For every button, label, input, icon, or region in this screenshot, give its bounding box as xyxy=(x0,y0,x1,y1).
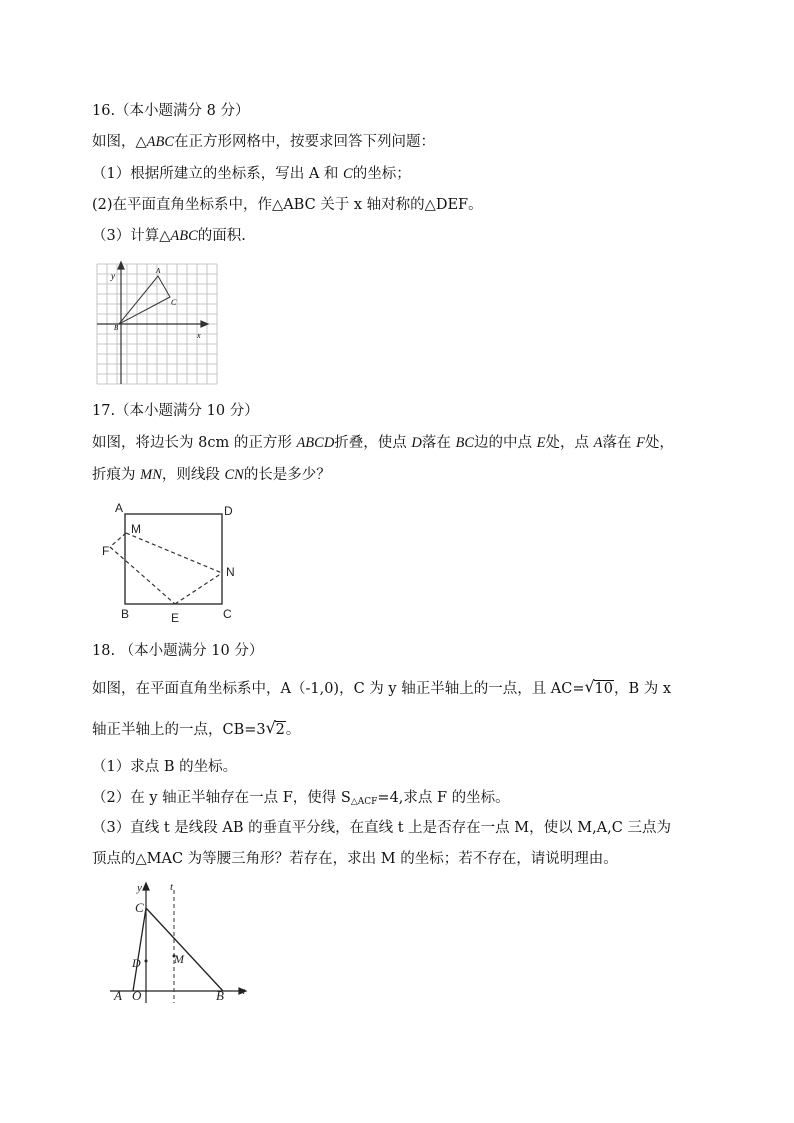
q18-o-label: O xyxy=(132,988,142,1003)
q17-label-f: F xyxy=(102,544,110,558)
segment-ac xyxy=(133,908,146,991)
sqrt-2: √ 2 xyxy=(265,718,285,738)
segment-fe xyxy=(110,547,175,604)
q16-point-c: C xyxy=(171,298,177,307)
q18-m-label: M xyxy=(174,952,184,966)
q18-part3-line1: （3）直线 t 是线段 AB 的垂直平分线，在直线 t 上是否存在一点 M，使以 M,A,C 三点为 xyxy=(92,820,671,836)
y-axis-arrow xyxy=(143,883,149,890)
sqrt-10: √ 10 xyxy=(584,677,613,697)
q16-title: 16.（本小题满分 8 分） xyxy=(92,103,250,119)
q18-part3-line2: 顶点的△MAC 为等腰三角形？若存在，求出 M 的坐标；若不存在，请说明理由。 xyxy=(92,851,618,867)
segment-cb xyxy=(146,908,223,991)
q17-label-a: A xyxy=(115,501,124,515)
q18-d-label: D xyxy=(132,956,141,970)
q17-label-c: C xyxy=(223,607,232,621)
point-d xyxy=(145,960,148,963)
q18-coordinate-figure xyxy=(108,878,258,1008)
q16-x-label: x xyxy=(197,331,201,340)
q18-line2: 轴正半轴上的一点，CB=3 √ 2。 xyxy=(92,718,301,738)
q16-part2: (2)在平面直角坐标系中，作△ABC 关于 x 轴对称的△DEF。 xyxy=(92,197,483,213)
fold-line-mn xyxy=(126,533,222,573)
q17-fold-figure xyxy=(96,497,256,625)
q18-title: 18. （本小题满分 10 分） xyxy=(92,643,264,659)
q17-line1: 如图，将边长为 8cm 的正方形 ABCD折叠，使点 D落在 BC边的中点 E处，点 A落在 F处， xyxy=(92,435,674,451)
q17-label-d: D xyxy=(224,504,233,518)
q18-line1: 如图，在平面直角坐标系中，A（-1,0)，C 为 y 轴正半轴上的一点，且 AC= √ 10，B 为 x xyxy=(92,677,672,697)
q17-label-e: E xyxy=(171,611,180,625)
q18-part2: （2）在 y 轴正半轴存在一点 F，使得 $S_{\triangle ACF}=4$,求点 F 的坐标。 xyxy=(92,790,510,807)
q17-title: 17.（本小题满分 10 分） xyxy=(92,403,259,419)
q16-point-b: B xyxy=(114,324,119,332)
y-axis-arrow xyxy=(118,262,124,269)
q18-part1: （1）求点 B 的坐标。 xyxy=(92,759,238,775)
q16-intro: 如图，△ABC在正方形网格中，按要求回答下列问题： xyxy=(92,134,436,150)
q18-t-label: t xyxy=(170,881,174,893)
q17-label-m: M xyxy=(131,522,141,536)
segment-mf xyxy=(110,533,126,547)
q17-label-b: B xyxy=(121,607,130,621)
q18-c-label: C xyxy=(135,900,144,915)
q16-part3: （3）计算△ABC的面积. xyxy=(92,228,246,244)
q16-grid-figure xyxy=(92,260,222,386)
q18-b-label: B xyxy=(216,988,224,1003)
q17-label-n: N xyxy=(226,565,235,579)
q16-y-label: y xyxy=(111,271,115,281)
segment-en xyxy=(175,573,222,604)
q16-part1: （1）根据所建立的坐标系，写出 A 和 C的坐标； xyxy=(92,166,411,182)
q18-x-label: x xyxy=(240,985,245,997)
q16-point-a: A xyxy=(156,267,161,275)
q18-y-label: y xyxy=(137,882,142,894)
q17-line2: 折痕为 MN，则线段 CN的长是多少？ xyxy=(92,467,331,483)
q18-a-label: A xyxy=(114,988,122,1003)
